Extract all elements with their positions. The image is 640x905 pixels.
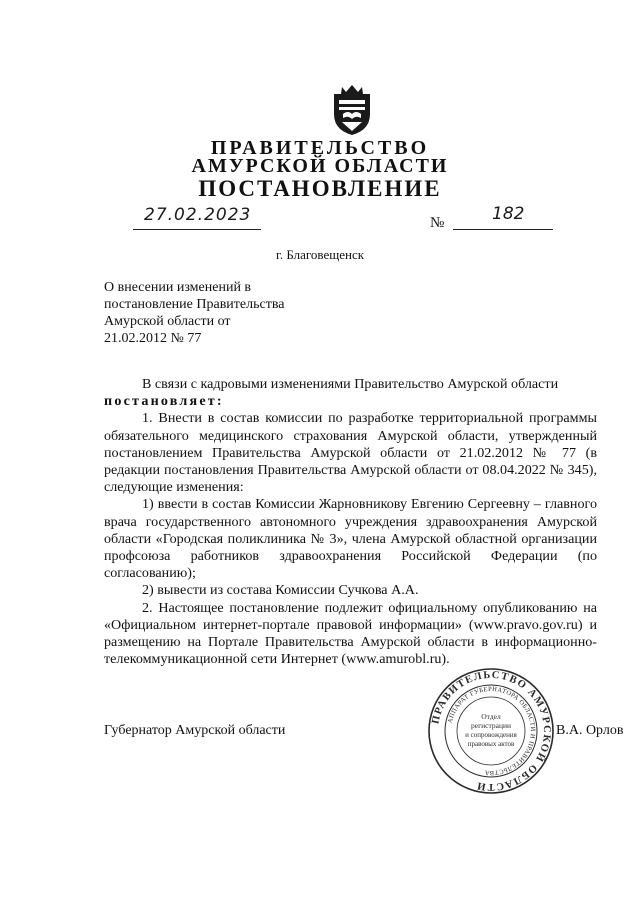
signatory-position: Губернатор Амурской области (104, 723, 286, 738)
document-type-title: ПОСТАНОВЛЕНИЕ (198, 176, 442, 201)
amur-region-coat-of-arms-icon (330, 84, 374, 136)
city-label: г. Благовещенск (275, 247, 365, 262)
number-sign: № (430, 215, 445, 231)
signatory-name: В.А. Орлов (556, 723, 624, 738)
stamp-center-line: регистрации (471, 721, 511, 730)
document-body (104, 376, 597, 668)
stamp-center-line: Отдел (481, 712, 501, 721)
decree-word-line (104, 393, 597, 410)
official-stamp (427, 667, 555, 795)
point-1: 1. Внести в состав комиссии по разработке территориальной программы обязательного медицинского страхования Амурской области, утвержденный постановлением Правительства Амурской области от 21.02.2012 № 77 (в редакции постановления Правительства Амурской области от 08.04.2022 № 345), следующие изменения: (104, 410, 597, 496)
stamp-outer-text: ПРАВИТЕЛЬСТВО АМУРСКОЙ ОБЛАСТИ (430, 669, 553, 793)
point-2: 2. Настоящее постановление подлежит официальному опубликованию на «Официальном интернет-портале правовой информации» (www.pravo.gov.ru) и размещению на Портале Правительства Амурской области в информационно-телекоммуникационной сети Интернет (www.amurobl.ru). (104, 599, 597, 668)
point-1-subitem-1: 1) ввести в состав Комиссии Жарновникову Евгению Сергеевну – главного врача государственного автономного учреждения здравоохранения Амурской области «Городская поликлиника № 3», члена Амурской областной организации профсоюза работников здравоохранения Российской Федерации (по согласованию); (104, 496, 597, 582)
intro-paragraph: В связи с кадровыми изменениями Правительство Амурской области (142, 376, 559, 392)
stamp-inner-ring-text: АППАРАТ ГУБЕРНАТОРА ОБЛАСТИ И ПРАВИТЕЛЬСТВА (446, 685, 537, 777)
handwritten-date: 27.02.2023 (144, 205, 252, 225)
government-title-line2: АМУРСКОЙ ОБЛАСТИ (191, 155, 449, 177)
subject-line: Амурской области от (104, 314, 231, 329)
point-1-subitem-2: 2) вывести из состава Комиссии Сучкова А.А. (142, 582, 419, 599)
government-title-line1: ПРАВИТЕЛЬСТВО (210, 137, 430, 159)
subject-line: О внесении изменений в (104, 280, 252, 295)
subject-line: 21.02.2012 № 77 (104, 331, 202, 346)
decree-word: постановляет: (104, 393, 224, 410)
stamp-center-line: и сопровождения (465, 731, 517, 739)
date-underline (133, 229, 261, 230)
stamp-center-line: правовых актов (467, 740, 515, 748)
subject-line: постановление Правительства (104, 297, 285, 312)
number-underline (453, 229, 553, 230)
handwritten-number: 182 (492, 204, 525, 224)
document-subject (104, 279, 324, 347)
